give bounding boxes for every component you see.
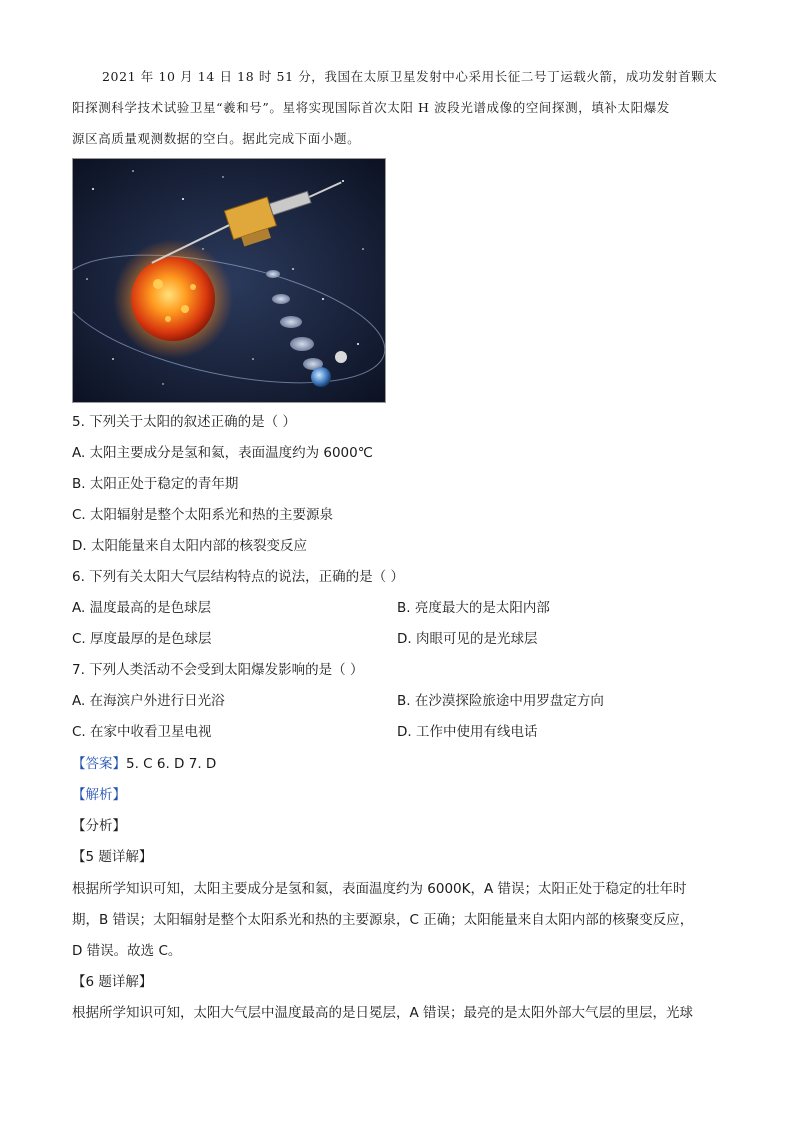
q6-option-c: C. 厚度最厚的是色球层 xyxy=(72,631,212,647)
answer-line xyxy=(72,754,216,774)
q6-option-b: B. 亮度最大的是太阳内部 xyxy=(397,600,550,616)
q5-detail-line-3: D 错误。故选 C。 xyxy=(72,943,182,959)
q5-option-d: D. 太阳能量来自太阳内部的核裂变反应 xyxy=(72,538,307,554)
answer-text: 5. C 6. D 7. D xyxy=(126,756,217,772)
q7-stem: 7. 下列人类活动不会受到太阳爆发影响的是（ ） xyxy=(72,662,364,678)
q5-stem: 5. 下列关于太阳的叙述正确的是（ ） xyxy=(72,414,296,430)
q7-option-c: C. 在家中收看卫星电视 xyxy=(72,724,212,740)
q5-option-b: B. 太阳正处于稳定的青年期 xyxy=(72,476,239,492)
satellite-sun-earth-illustration-icon xyxy=(73,159,385,402)
q5-detail-label: 【5 题详解】 xyxy=(72,849,153,865)
q6-stem: 6. 下列有关太阳大气层结构特点的说法，正确的是（ ） xyxy=(72,569,404,585)
analysis-label: 【解析】 xyxy=(72,787,126,803)
q7-option-d: D. 工作中使用有线电话 xyxy=(397,724,538,740)
q7-option-a: A. 在海滨户外进行日光浴 xyxy=(72,693,225,709)
q7-option-b: B. 在沙漠探险旅途中用罗盘定方向 xyxy=(397,693,604,709)
q5-option-c: C. 太阳辐射是整个太阳系光和热的主要源泉 xyxy=(72,507,334,523)
q6-detail-label: 【6 题详解】 xyxy=(72,974,153,990)
q6-option-a: A. 温度最高的是色球层 xyxy=(72,600,212,616)
q6-option-d: D. 肉眼可见的是光球层 xyxy=(397,631,538,647)
answer-label: 【答案】 xyxy=(72,756,126,772)
intro-line-3: 源区高质量观测数据的空白。据此完成下面小题。 xyxy=(72,131,361,146)
q5-option-a: A. 太阳主要成分是氢和氦，表面温度约为 6000℃ xyxy=(72,445,373,461)
intro-line-2: 阳探测科学技术试验卫星“羲和号”。星将实现国际首次太阳 H 波段光谱成像的空间探测，填补太阳爆发 xyxy=(72,100,670,115)
fenxi-label: 【分析】 xyxy=(72,818,126,834)
q5-detail-line-2: 期，B 错误；太阳辐射是整个太阳系光和热的主要源泉，C 正确；太阳能量来自太阳内部的核聚变反应， xyxy=(72,912,694,928)
satellite-sun-illustration xyxy=(72,158,386,403)
q5-detail-line-1: 根据所学知识可知，太阳主要成分是氢和氦，表面温度约为 6000K，A 错误；太阳正处于稳定的壮年时 xyxy=(72,881,687,897)
intro-line-1: 2021 年 10 月 14 日 18 时 51 分，我国在太原卫星发射中心采用长征二号丁运载火箭，成功发射首颗太 xyxy=(102,69,718,84)
q6-detail-line-1: 根据所学知识可知，太阳大气层中温度最高的是日冕层，A 错误；最亮的是太阳外部大气层的里层，光球 xyxy=(72,1005,694,1021)
